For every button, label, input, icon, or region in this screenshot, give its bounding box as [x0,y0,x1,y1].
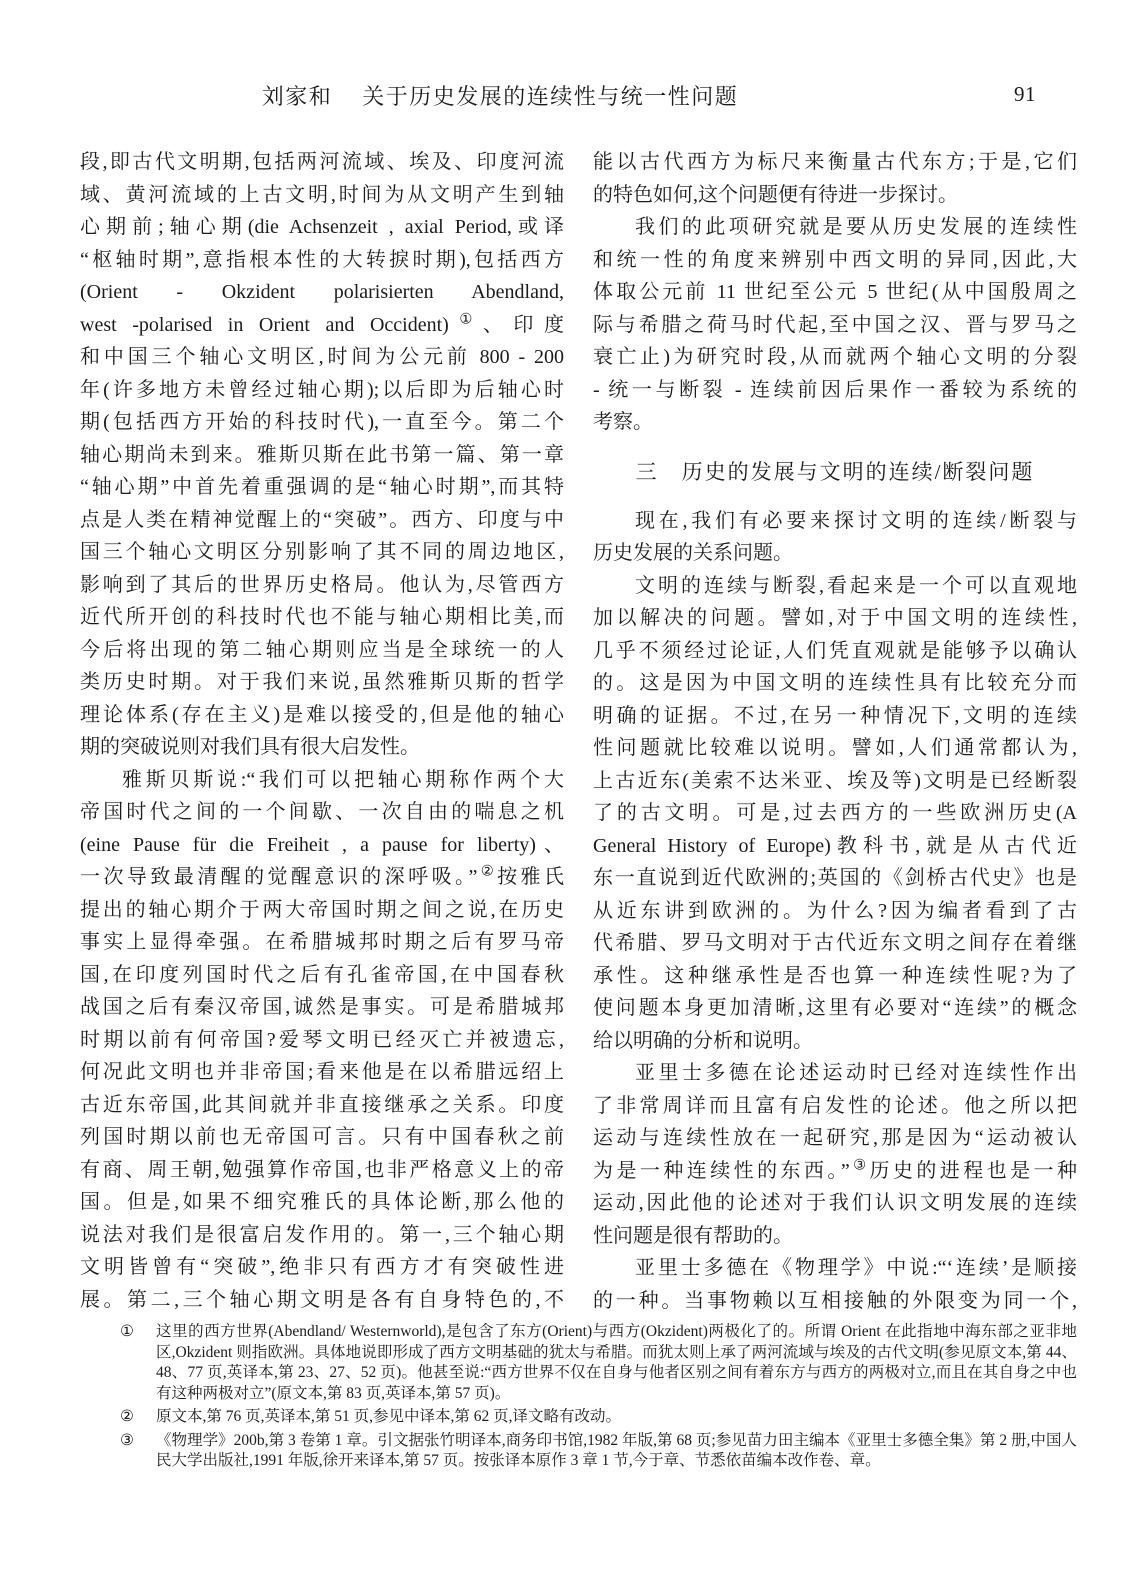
left-column [80,146,564,1316]
text-line: 运动,因此他的论述对于我们认识文明发展的连续 [593,1192,1077,1214]
footnote-item [80,1407,1077,1428]
footnote-text: 这里的西方世界(Abendland/ Westernworld),是包含了东方(Orient)与西方(Okzident)两极化了的。所谓 Orient 在此指地中海东部之亚非地区,Okzident 则指欧洲。具体地说即形成了西方文明基础的犹太与希腊。而犹太则上承了两河流域与埃及的古代文明(参见原文本,第 44、48、77 页,英译本,第 23、27、52 页)。他甚至说:“西方世界不仅在自身与他者区别之间有着东方与西方的两极对立,而且在其自身之中也有这种两极对立”(原文本,第 83 页,英译本,第 57 页)。 [156,1323,1077,1402]
text-line: 的。这是因为中国文明的连续性具有比较充分而 [593,672,1077,694]
text-line: 提出的轴心期介于两大帝国时期之间之说,在历史 [80,898,564,921]
text-line: 何况此文明也并非帝国;看来他是在以希腊远绍上 [80,1061,564,1083]
text-line: 使问题本身更加清晰,这里有必要对“连续”的概念 [593,997,1077,1019]
text-line: 运动与连续性放在一起研究,那是因为“运动被认 [593,1127,1077,1149]
text-line: west -polarised in Orient and Occident)①、印度 [80,310,564,336]
text-line: 战国之后有秦汉帝国,诚然是事实。可是希腊城邦 [80,996,564,1018]
text-line: 类历史时期。对于我们来说,虽然雅斯贝斯的哲学 [80,671,564,693]
right-column [593,146,1077,1317]
header-author: 刘家和 [261,84,333,109]
footnote-text: 《物理学》200b,第 3 卷第 1 章。引文据张竹明译本,商务印书馆,1982 年版,第 68 页;参见苗力田主编本《亚里士多德全集》第 2 册,中国人民大学出版社,1991 年版,徐开来译本,第 57 页。按张译本原作 3 章 1 节,今于章、节悉依苗编本改作卷、章。 [156,1431,1077,1469]
text-line: 亚里士多德在论述运动时已经对连续性作出 [635,1062,1077,1084]
text-line: 和中国三个轴心文明区,时间为公元前 800 - 200 [80,346,564,368]
text-line: 我们的此项研究就是要从历史发展的连续性 [635,216,1077,238]
text-line: 加以解决的问题。譬如,对于中国文明的连续性, [593,607,1077,629]
text-line: 帝国时代之间的一个间歇、一次自由的喘息之机 [80,801,564,823]
text-line: 文明的连续与断裂,看起来是一个可以直观地 [635,574,1077,597]
text-line: 承性。这种继承性是否也算一种连续性呢?为了 [593,964,1077,987]
text-line: 国,在印度列国时代之后有孔雀帝国,在中国春秋 [80,963,564,986]
footnote-marker: ② [120,1408,134,1425]
text-line: 有商、周王朝,勉强算作帝国,也非严格意义上的帝 [80,1158,564,1181]
text-line: 考察。 [593,411,653,433]
page-number: 91 [1014,82,1036,106]
text-line: 年(许多地方未曾经过轴心期);以后即为后轴心时 [80,378,564,401]
text-line: 理论体系(存在主义)是难以接受的,但是他的轴心 [80,703,564,726]
text-line: 和统一性的角度来辨别中西文明的异同,因此,大 [593,248,1077,271]
text-line: 轴心期尚未到来。雅斯贝斯在此书第一篇、第一章 [80,443,564,466]
text-line: 古近东帝国,此其间就并非直接继承之关系。印度 [80,1093,564,1116]
text-line: 国三个轴心文明区分别影响了其不同的周边地区, [80,541,564,563]
text-line: 的一种。当事物赖以互相接触的外限变为同一个, [593,1289,1077,1312]
footnote-ref: ② [477,863,498,880]
text-line: 的特色如何,这个问题便有待进一步探讨。 [593,183,958,206]
text-line: 能以古代西方为标尺来衡量古代东方;于是,它们 [593,151,1077,173]
text-line: 文明皆曾有“突破”,绝非只有西方才有突破性进 [80,1256,564,1278]
text-line: (eine Pause für die Freiheit , a pause for liberty)、 [80,833,564,856]
header-article-title: 关于历史发展的连续性与统一性问题 [362,84,739,109]
footnote-item [80,1322,1077,1404]
text-line: 性问题就比较难以说明。譬如,人们通常都认为, [593,737,1077,759]
text-line: (Orient - Okzident polarisierten Abendland, [80,281,564,303]
running-header [0,80,1000,111]
text-line: 一次导致最清醒的觉醒意识的深呼吸。”②按雅氏 [80,863,564,888]
text-line: 了的古文明。可是,过去西方的一些欧洲历史(A [593,802,1077,824]
text-line: 东一直说到近代欧洲的;英国的《剑桥古代史》也是 [593,867,1077,889]
text-line: 域、黄河流域的上古文明,时间为从文明产生到轴 [80,183,564,206]
text-line: 为是一种连续性的东西。”③历史的进程也是一种 [593,1156,1077,1182]
text-line: 段,即古代文明期,包括两河流域、埃及、印度河流 [80,151,564,173]
text-line: 几乎不须经过论证,人们凭直观就是能够予以确认 [593,639,1077,662]
text-line: 了非常周详而且富有启发性的论述。他之所以把 [593,1094,1077,1117]
text-line: 近代所开创的科技时代也不能与轴心期相比美,而 [80,606,564,628]
text-line: 今后将出现的第二轴心期则应当是全球统一的人 [80,638,564,661]
text-line: 时期以前有何帝国?爱琴文明已经灭亡并被遗忘, [80,1028,564,1051]
text-line: 说法对我们是很富启发作用的。第一,三个轴心期 [80,1223,564,1246]
text-line: 给以明确的分析和说明。 [593,1029,813,1052]
text-line: 上古近东(美索不达米亚、埃及等)文明是已经断裂 [593,769,1077,792]
text-line: 心期前;轴心期(die Achsenzeit , axial Period,或译 [80,216,564,238]
text-line: 性问题是很有帮助的。 [593,1224,793,1247]
footnote-marker: ③ [120,1431,134,1449]
text-line: 期(包括西方开始的科技时代),一直至今。第二个 [80,411,564,433]
text-line: 代希腊、罗马文明对于古代近东文明之间存在着继 [593,932,1077,954]
text-line: 现在,我们有必要来探讨文明的连续/断裂与 [635,509,1077,532]
text-line: 影响到了其后的世界历史格局。他认为,尽管西方 [80,573,564,596]
text-line: 从近东讲到欧洲的。为什么?因为编者看到了古 [593,899,1077,922]
text-line: - 统一与断裂 - 连续前因后果作一番较为系统的 [593,378,1077,401]
text-line: 体取公元前 11 世纪至公元 5 世纪(从中国殷周之 [593,281,1077,303]
text-line: 展。第二,三个轴心期文明是各有自身特色的,不 [80,1288,564,1311]
text-line: 衰亡止)为研究时段,从而就两个轴心文明的分裂 [593,346,1077,368]
text-line: 点是人类在精神觉醒上的“突破”。西方、印度与中 [80,508,564,531]
text-line: 事实上显得牵强。在希腊城邦时期之后有罗马帝 [80,931,564,953]
text-line: 际与希腊之荷马时代起,至中国之汉、晋与罗马之 [593,313,1077,336]
footnote-text: 原文本,第 76 页,英译本,第 51 页,参见中译本,第 62 页,译文略有改动。 [156,1408,622,1425]
section-heading: 三 历史的发展与文明的连续/断裂问题 [635,459,1035,484]
text-line: 历史发展的关系问题。 [593,542,793,564]
footnote-marker: ① [120,1323,134,1340]
text-line: 亚里士多德在《物理学》中说:“‘连续’是顺接 [635,1257,1077,1279]
text-line: 雅斯贝斯说:“我们可以把轴心期称作两个大 [122,768,564,791]
text-line: 明确的证据。不过,在另一种情况下,文明的连续 [593,704,1077,727]
text-line: “轴心期”中首先着重强调的是“轴心时期”,而其特 [80,476,564,498]
footnote-ref: ③ [849,1156,870,1173]
footnote-ref: ① [448,310,483,327]
text-line: General History of Europe)教科书,就是从古代近 [593,834,1077,857]
text-line: 列国时期以前也无帝国可言。只有中国春秋之前 [80,1126,564,1148]
text-line: “枢轴时期”,意指根本性的大转捩时期),包括西方 [80,248,564,271]
footnotes-block [80,1322,1077,1475]
text-line: 期的突破说则对我们具有很大启发性。 [80,736,420,758]
text-line: 国。但是,如果不细究雅氏的具体论断,那么他的 [80,1191,564,1213]
footnote-item [80,1431,1077,1472]
